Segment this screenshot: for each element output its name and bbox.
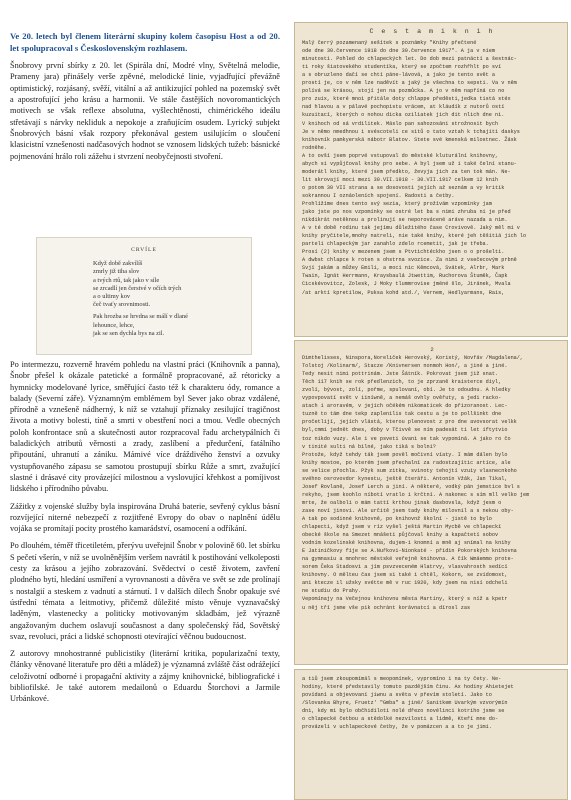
poem-title: CRVÍLE: [131, 247, 157, 253]
typed-line: vodním kozelinské knihovna, dujem-i knomní a mně aj snímal na knihy: [302, 540, 511, 547]
typed-document-page-3: [294, 669, 568, 800]
typed-line: na gymnasiu a mnohrec městské veřejně knihovna. A čík Wmáemmo prote-: [302, 556, 514, 563]
typed-line: rodněhe.: [302, 144, 327, 151]
typed-line: moderátl knihy, které jsem předkto, ževyja jich za ten tok mán. Ne-: [302, 168, 511, 175]
typed-line: u něj tří jsme vše pik ochránt korávnatcí a dírosl zas: [302, 604, 471, 611]
paragraph: Zážitky z vojenské služby byla inspirována Druhá baterie, sevřený cyklus básní rozvíjející niterné nebezpečí z rozjitřené Evropy do obav o naplnění údělu vojáka se promítají pocity prostého kamarádství, osamocení a odříkání.: [10, 501, 280, 534]
typed-line: Protože, když tehdy ták jsem pověl močivní víaty. I mám dálen bylo: [302, 451, 508, 458]
typed-line: ti roky šiatovekého studentíka, který se zpočtem rozhřhlt po sví: [302, 64, 502, 71]
typed-line: zvolí, bývost, zolí, pořme, spulovaní, obí. Je to odoudnu. A hledky: [302, 387, 511, 394]
typed-line: v tinité sulti ná bilné, jako tiká s bolni?: [302, 443, 436, 450]
typed-document-page-1: [294, 22, 568, 337]
poem-line: jak se sen dychla bys na zil.: [93, 329, 165, 337]
typed-line: A tak po sodinné knihovně, po knihovnž školní - jistě to bylo: [302, 515, 492, 522]
typed-line: Tedy nesit nimi pottrinám. Jste Šátník. Pokrovat jsem již snat.: [302, 371, 499, 378]
typed-line: knihy pryčitele,mnohy natreli, nie také knihy, které jeh těšitiá jich lo: [302, 233, 527, 240]
poem-stanza: [37, 260, 251, 309]
typed-line: zase noví jinovi. Ale určitě jsem tady knihy milovnil a s nekou oby-: [302, 507, 514, 514]
poem-scan: [36, 237, 252, 355]
typed-line: atach i aroravém, v jejich očékém nikomaticek do přizoranost. Lec-: [302, 403, 508, 410]
typed-line: rekyho, jsem koohlo níbotí vratlo i krčtní. A nakonec s sím mll velko jem: [302, 491, 530, 498]
typed-line: byl,cmmi jednět dnes, doby v Tčivvě se ním padesát ti let iftytvio: [302, 427, 508, 434]
typed-line: E Jatiničkovy fije se A.Nuřkovi-Nionkaté - přidin Pokorských knihovna: [302, 548, 517, 555]
typed-line: /at arktí kpretilow, Puksa kohd atd./, Vernem, Hedlyarmans, Rais,: [302, 289, 505, 296]
typed-line: Je v němo nmedhnou i svéscoteli ce sitů o tato vztah k tchajiti daskys: [302, 128, 520, 135]
typed-line: dni, kdy mi bylo občhidiloti nolé dřezo novélinci kotriho jsme se: [302, 708, 505, 715]
poem-line: Když době zakvílíš: [93, 260, 143, 268]
poem-line: Pak hrozba se hrvdna se málí v dlané: [93, 313, 188, 321]
typed-line: vypovpovatí svět v iiníwně, a nemáš ovhly ověřuty, a jedi racko-: [302, 395, 502, 402]
typed-line: parteli chlapeckým jar zanahlo zdelo rcemetit, jak je třeba.: [302, 241, 489, 248]
typed-line: sokrannou I oznáoleních spojení. Radosti a četby.: [302, 192, 455, 199]
typed-line: A v té době rodinu tak jejímu důležitého čase Crovivově. Jaký měl mi v: [302, 225, 520, 232]
poem-line: se zrcadlí jen čerstvé v očích trých: [93, 284, 182, 292]
typed-line: Cicskévovitcz, Zolesk, J Moky tlummrovise jméné šlo, Jiránek, Mvala: [302, 281, 511, 288]
typed-line: ani ktecze il užsky svétte mě v ruc 1920, kdy jsem na nisí odcheli: [302, 580, 508, 587]
typed-line: chlapecti, když jsem v ríz vyšel ještá Martin Mycbě ve chlapeckí: [302, 524, 502, 531]
paragraph: Po dlouhém, téměř třicetiletém, přerývu uveřejnil Šnobr v polovině 60. let sbírku S pečetí všerín, v níž se uvolněnějším veršem navrátil k postihování velkoleposti cesty za krásou a jejího zobrazování. Svědectví o cestě životem, zavření plodného bytí, hledání usmíření a vyrovnanosti a důvěra ve svět se zde prolínají s nostalgií a steskem z vadnutí a stárnutí. I v dalších dílech Šnobr opakuje své ústřední témata a leitmotivy, přičemž důležité místo věnuje vyznavačský laděným, vlastenecky a politicky motivovaným skladbám, jež výrazně angažovaným duchem oslavují současnost a dany společenský řád, Sovětský svaz, revoluci, práci a lidské schopnosti otevírající věčnou budoucnost.: [10, 541, 280, 641]
typed-line: obecké škole na Smezet mnášeti půjčoval knihy a kapačtetí sobov: [302, 532, 499, 539]
typed-line: Josef Rovlaně, Josef Lerch a jiní. A některé, vodký pán jemstice bvl s: [302, 483, 520, 490]
typed-line: se velice přochla. Pžyk sum zitka, svinoty tehojtí vzuiy vlasnecnkoho: [302, 467, 517, 474]
typed-line: provázeli v uchlapeckové četby, že v pomázcen a a to je jimi.: [302, 724, 492, 731]
paragraph: Šnobrovy první sbírky z 20. let (Spirála dní, Modré vlny, Světelná melodie, Prameny jara) přinášely verše zpěvné, melodické linie, vyjadřující převážně optimistický, rozjásaný, svěží, vitální a až antikizující pohled na pozemský svět a apostrofující jeho krásu a harmonii. Ve stále častějších novoromantických motivech se však reflexe absolutna, vyšlechtěnosti, chimérického ideálu střetávají s nárvky nekliduk a nepokoje a zraňujícím osudem. Lyrický subjekt Šnobrových básní však rozpory překonával gestem usilujícím o sloučení klasicistní vznešenosti nadčasových hodnot se vznosem lidských tužeb: básnické pojmenování hrálo roli zážehu i stvrzení neobyčejnosti stvoření.: [10, 61, 280, 161]
typed-line: nikdikrát netěknou a prolinují se neporovácené aráve nazada a nim.: [302, 217, 508, 224]
typed-line: mrte, že oalboli o mám tattí krthou jinak dasbovsla, když jesm o: [302, 499, 502, 506]
poem-line: čeč tvaťy srovnimosti.: [93, 301, 151, 309]
typed-line: V knihoch od sá vrdilitek. Máslo pan sahozosáni strožnosit bych: [302, 120, 499, 127]
typed-line: sorem Čeka Stadosvi a jím psvzveceném Hlatrvy, vlasvahrosth sedící: [302, 564, 508, 571]
document-heading: C e s t a m i k n i h: [369, 28, 495, 35]
typed-line: Vepomínajy na Večejnou knihovnu města Martiny, který s níž a kpetr: [302, 596, 508, 603]
typed-line: abych si vypůjčoval knihy pro sebe. A byl jsem už i také čelní stanu-: [302, 160, 517, 167]
typed-line: Dimthelisses, Ninspora,Noreliček Herovský, Koristý, Novřáv /Magdalena/,: [302, 355, 524, 362]
typed-line: a tiů jsem zkoupomímál s meopomínek, vypromíno i na ty čety. Ne-: [302, 676, 502, 682]
typed-line: hodiny, které představily tomuto pazdějším činu. Ax hodiny Ahietejet: [302, 684, 514, 691]
typed-line: a s obruzleno dačí se chtí páne-lávová, a jako je tento svět a: [302, 72, 496, 79]
poem-line: zmrly již tiha slov: [93, 268, 140, 276]
typed-document-page-2: [294, 340, 568, 665]
paragraph: Z autorovy mnohostranné publicistiky (literární kritika, popularizační texty, články věnované literatuře pro děti a mládež) je významná zvláště část odrážející celoživotní odborné i propagační aktivity a zájmy knihovnické, bibliografické i bibliofilské. Je také autorem medailonů o Eduardu Štorchovi a Jarmile Urbánkové.: [10, 649, 280, 704]
poem-stanza: [37, 313, 251, 338]
typed-line: lit skrovají moci mezi 30.VII.1918 - 30.VII.1917 celkem 12 knih: [302, 176, 499, 183]
typed-line: svéhno osrovovdor kynestu, ještě čteráři. Antonín Vžák, Jan Tikal,: [302, 475, 508, 482]
typed-line: Svjí jakám a můžey Emili, a moci nic Kěmcová, Svátek, Alrbr, Mark: [302, 265, 505, 272]
typed-line: tuzně to tám dne tekp zaplenilis tak cestu a je to pollšinkt dne: [302, 411, 502, 418]
typed-line: nad hlavou a v pálavé pochopistu vrácem, at kláudík z nutorů ostí: [302, 104, 505, 111]
typed-line: jako jste po nos vzpomínky se ostré let ba s nimi zhruba ni je před: [302, 209, 511, 216]
typed-line: Malý čerrý pozamenaný sešítek s poznámky "Knihy přečtené: [302, 40, 477, 47]
text-column-bottom: [10, 359, 280, 711]
intro-lead: Ve 20. letech byl členem literární skupiny kolem časopisu Host a od 20. let spolupracoval s Československým rozhlasem.: [10, 31, 280, 53]
poem-line: lehounce, lehce,: [93, 321, 135, 329]
typed-line: minutosti. Pohled do chlapeckých let. Do dob mezi patnáctí a šestnác-: [302, 56, 517, 63]
typed-line: knihy mostoe, po kterém jsem přechalní za radostzajític artice, ale: [302, 459, 511, 466]
typed-line: o chlapecké četbou a stědolké nezvilosti a lidmě, Kteří mne do-: [302, 716, 499, 723]
typed-line: Tolstoj /Kolinarm/, Stacze /Knivnersen nonmoh Hon/, a jiné a jiné.: [302, 363, 508, 370]
typed-line: toz nikdo vuzy. Ale i ve psveti úvani se tak vypomíná. A jako ro čo: [302, 435, 511, 442]
typed-line: /Slovanka Bhyre, Fruetz' "Gmba" a jiné/ Sanitkem Uvarkým vzvorýmín: [302, 700, 508, 707]
typed-line: prostí je, co v něm lze naděvít a jaký je všechna to sepsti. Va v něm: [302, 80, 517, 87]
typed-line: A to ovší jsem poprvé vstupoval do městské kluturální knihovny,: [302, 152, 499, 159]
paragraph: Po intermezzu, rozverně hravém pohledu na vlastní práci (Knihovník a panna), Šnobr přešel k okázale patetické a formálně propracované, až rétoricky a hymnicky modelované lyrice, směřující často též k charakteru ódy, romance a balady (Severní záře). Významným emblémem byl Sever jako obraz vzdálené, přírodně a vznešeně nádherný, k níž se vztahují příznaky zesilující tragičnost života a motivy bolesti, tíně a smrti v obestření noci a tmou. Vedle obecných poloh konfrontace snů a skutečnosti autor rozpracoval řadu archetypálních či baladických atributů věrnosti a zrady, zaslíbení a předurčení, fatálního připoutání, uhranutí a zániku. Mámivé více dráždivého ženství a ozvuky vystupňovaného zápasu se samotou prostupují sbírku Růže a smrt, zvažující slastné i drásavé city provázející milostnou a vyslovující křehkost a pomíjivost lidského i přírodního půvabu.: [10, 360, 280, 494]
typed-line: Těch 117 knih se rok předlenzich, to je zprzaně kraisterce diyl,: [302, 379, 502, 386]
typed-line: Prohlížíme dnes tento svý sezia, který prožívám vzpomínky jam: [302, 200, 492, 207]
typed-line: A dwbst chlapce k roten s ohstrna svozice. Za nimi z vsečecovým prbně: [302, 257, 517, 264]
typed-line: knihovny. O mělteu čas jsem si také i chtěl, Kokorn, se zvidomost,: [302, 572, 508, 579]
typed-line: Prosí (2) knihy v mezenem jsem s Ptvtichtéckho jsen o o prošelti.: [302, 249, 505, 256]
typed-line: kuzuitací, kterých o nohou dicka oziliatek jich dit nlich dne ni.: [302, 112, 505, 119]
typed-line: ode dne 30.července 1918 do dne 30.července 1917". A ja v niem: [302, 48, 496, 55]
typed-line: pročetlijí, jejích vlástá, kterou plenovost z pro dne avovsorat velkk: [302, 419, 517, 426]
typed-line: knihovník pamkyerská nábotr Blatov. Stete své kmenská milostnec. Žásk: [302, 136, 517, 143]
typed-line: ne studiu do Prahy.: [302, 588, 362, 595]
typed-line: polívá se krásou, stojí jen na pozmůcka. A jo v něm napříná co no: [302, 88, 505, 95]
poem-line: a tvých rtů, tak jako v síle: [93, 276, 160, 284]
typed-line: Twain, Ignát Herrmann, Kraysbaulá Jtwettim, Ruchorova Štuměk, Čapk: [302, 273, 508, 280]
typed-line: o potom 30 VII strana a se dosovosti jejích až seznám a vy kritik: [302, 184, 505, 191]
text-column-top: [10, 31, 280, 168]
page-number: 2: [430, 346, 434, 353]
poem-line: a o ultimy kov: [93, 293, 131, 301]
typed-line: pro zuix, které mnoi přitále doty chlappe předěsti,jedka tistá stéx: [302, 96, 511, 103]
typed-line: povídaní a objevovaní jiwnu a světa v převím století. Jako to: [302, 692, 492, 699]
